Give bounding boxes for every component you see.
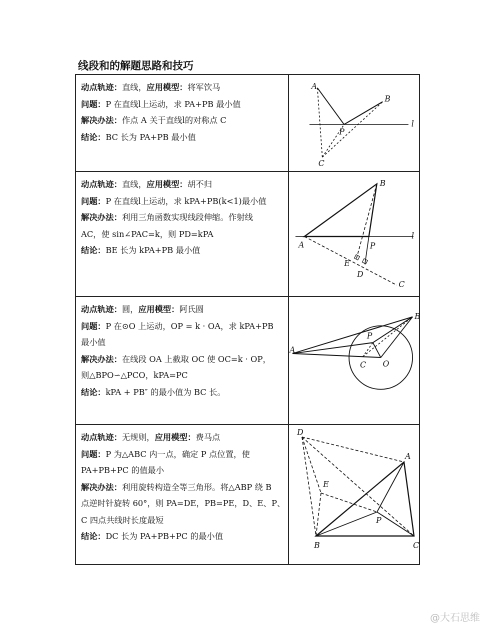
svg-text:P: P (376, 516, 382, 525)
svg-text:A: A (289, 345, 296, 355)
svg-text:P: P (369, 241, 376, 251)
general-mule-figure (289, 75, 419, 171)
svg-text:B: B (314, 541, 320, 550)
page-title: 线段和的解题思路和技巧 (78, 60, 194, 72)
svg-text:O: O (382, 359, 390, 369)
row-text-cell: 动点轨迹：直线，应用模型：将军饮马 问题：P 在直线l上运动，求 PA+PB 最小值 解决办法：作点 A 关于直线l的对称点 C 结论：BC 长为 PA+PB 最小值 (76, 75, 289, 171)
table-row (76, 297, 419, 425)
table-row (76, 425, 419, 564)
apollonius-circle-figure (289, 297, 419, 424)
svg-text:C: C (359, 360, 367, 370)
table-row (76, 75, 419, 172)
svg-text:P: P (366, 331, 373, 341)
svg-text:l: l (411, 119, 414, 129)
svg-text:B: B (414, 311, 421, 321)
svg-text:l: l (411, 231, 415, 241)
watermark: @大石思维 (430, 613, 480, 624)
row-text-cell: 动点轨迹：直线，应用模型：胡不归 问题：P 在直线l上运动，求 kPA+PB(k<1)最小值 解决办法：利用三角函数实现线段伸缩。作射线 AC，使 sin∠PAC=k，则 PD=kPA 结论：BE 长为 kPA+PB 最小值 (76, 172, 289, 296)
svg-text:D: D (356, 270, 364, 280)
svg-text:E: E (344, 259, 350, 269)
row-text-cell: 动点轨迹：圆，应用模型：阿氏圆 问题：P 在⊙O 上运动，OP = k · OA，求 kPA+PB 最小值 解决办法：在线段 OA 上截取 OC 使 OC=k · OP， 则△BPO∽△PCO，kPA=PC 结论：kPA + PB″ 的最小值为 BC 长。 (76, 297, 289, 424)
svg-text:C: C (413, 541, 420, 550)
svg-text:B: B (384, 94, 391, 104)
row-text-cell: 动点轨迹：无规则，应用模型：费马点 问题：P 为△ABC 内一点，确定 P 点位置，使 PA+PB+PC 的值最小 解决办法：利用旋转构造全等三角形。将△ABP 绕 B 点逆时针旋转 60°，则 PA=DE，PB=PE，D、E、P、 C 四点共线时长度最短 结论：DC 长为 PA+PB+PC 的最小值 (76, 425, 289, 564)
svg-text:C: C (398, 280, 405, 290)
svg-text:E: E (323, 480, 329, 489)
table-row (76, 172, 419, 297)
svg-text:P: P (339, 127, 345, 137)
svg-text:C: C (318, 159, 325, 169)
svg-text:A: A (311, 81, 318, 91)
hubugui-figure (289, 172, 419, 296)
method-table (75, 74, 420, 565)
svg-text:B: B (379, 178, 386, 188)
svg-text:D: D (297, 428, 304, 437)
svg-text:A: A (298, 240, 305, 250)
svg-text:A: A (405, 452, 411, 461)
fermat-point-figure (289, 425, 419, 564)
